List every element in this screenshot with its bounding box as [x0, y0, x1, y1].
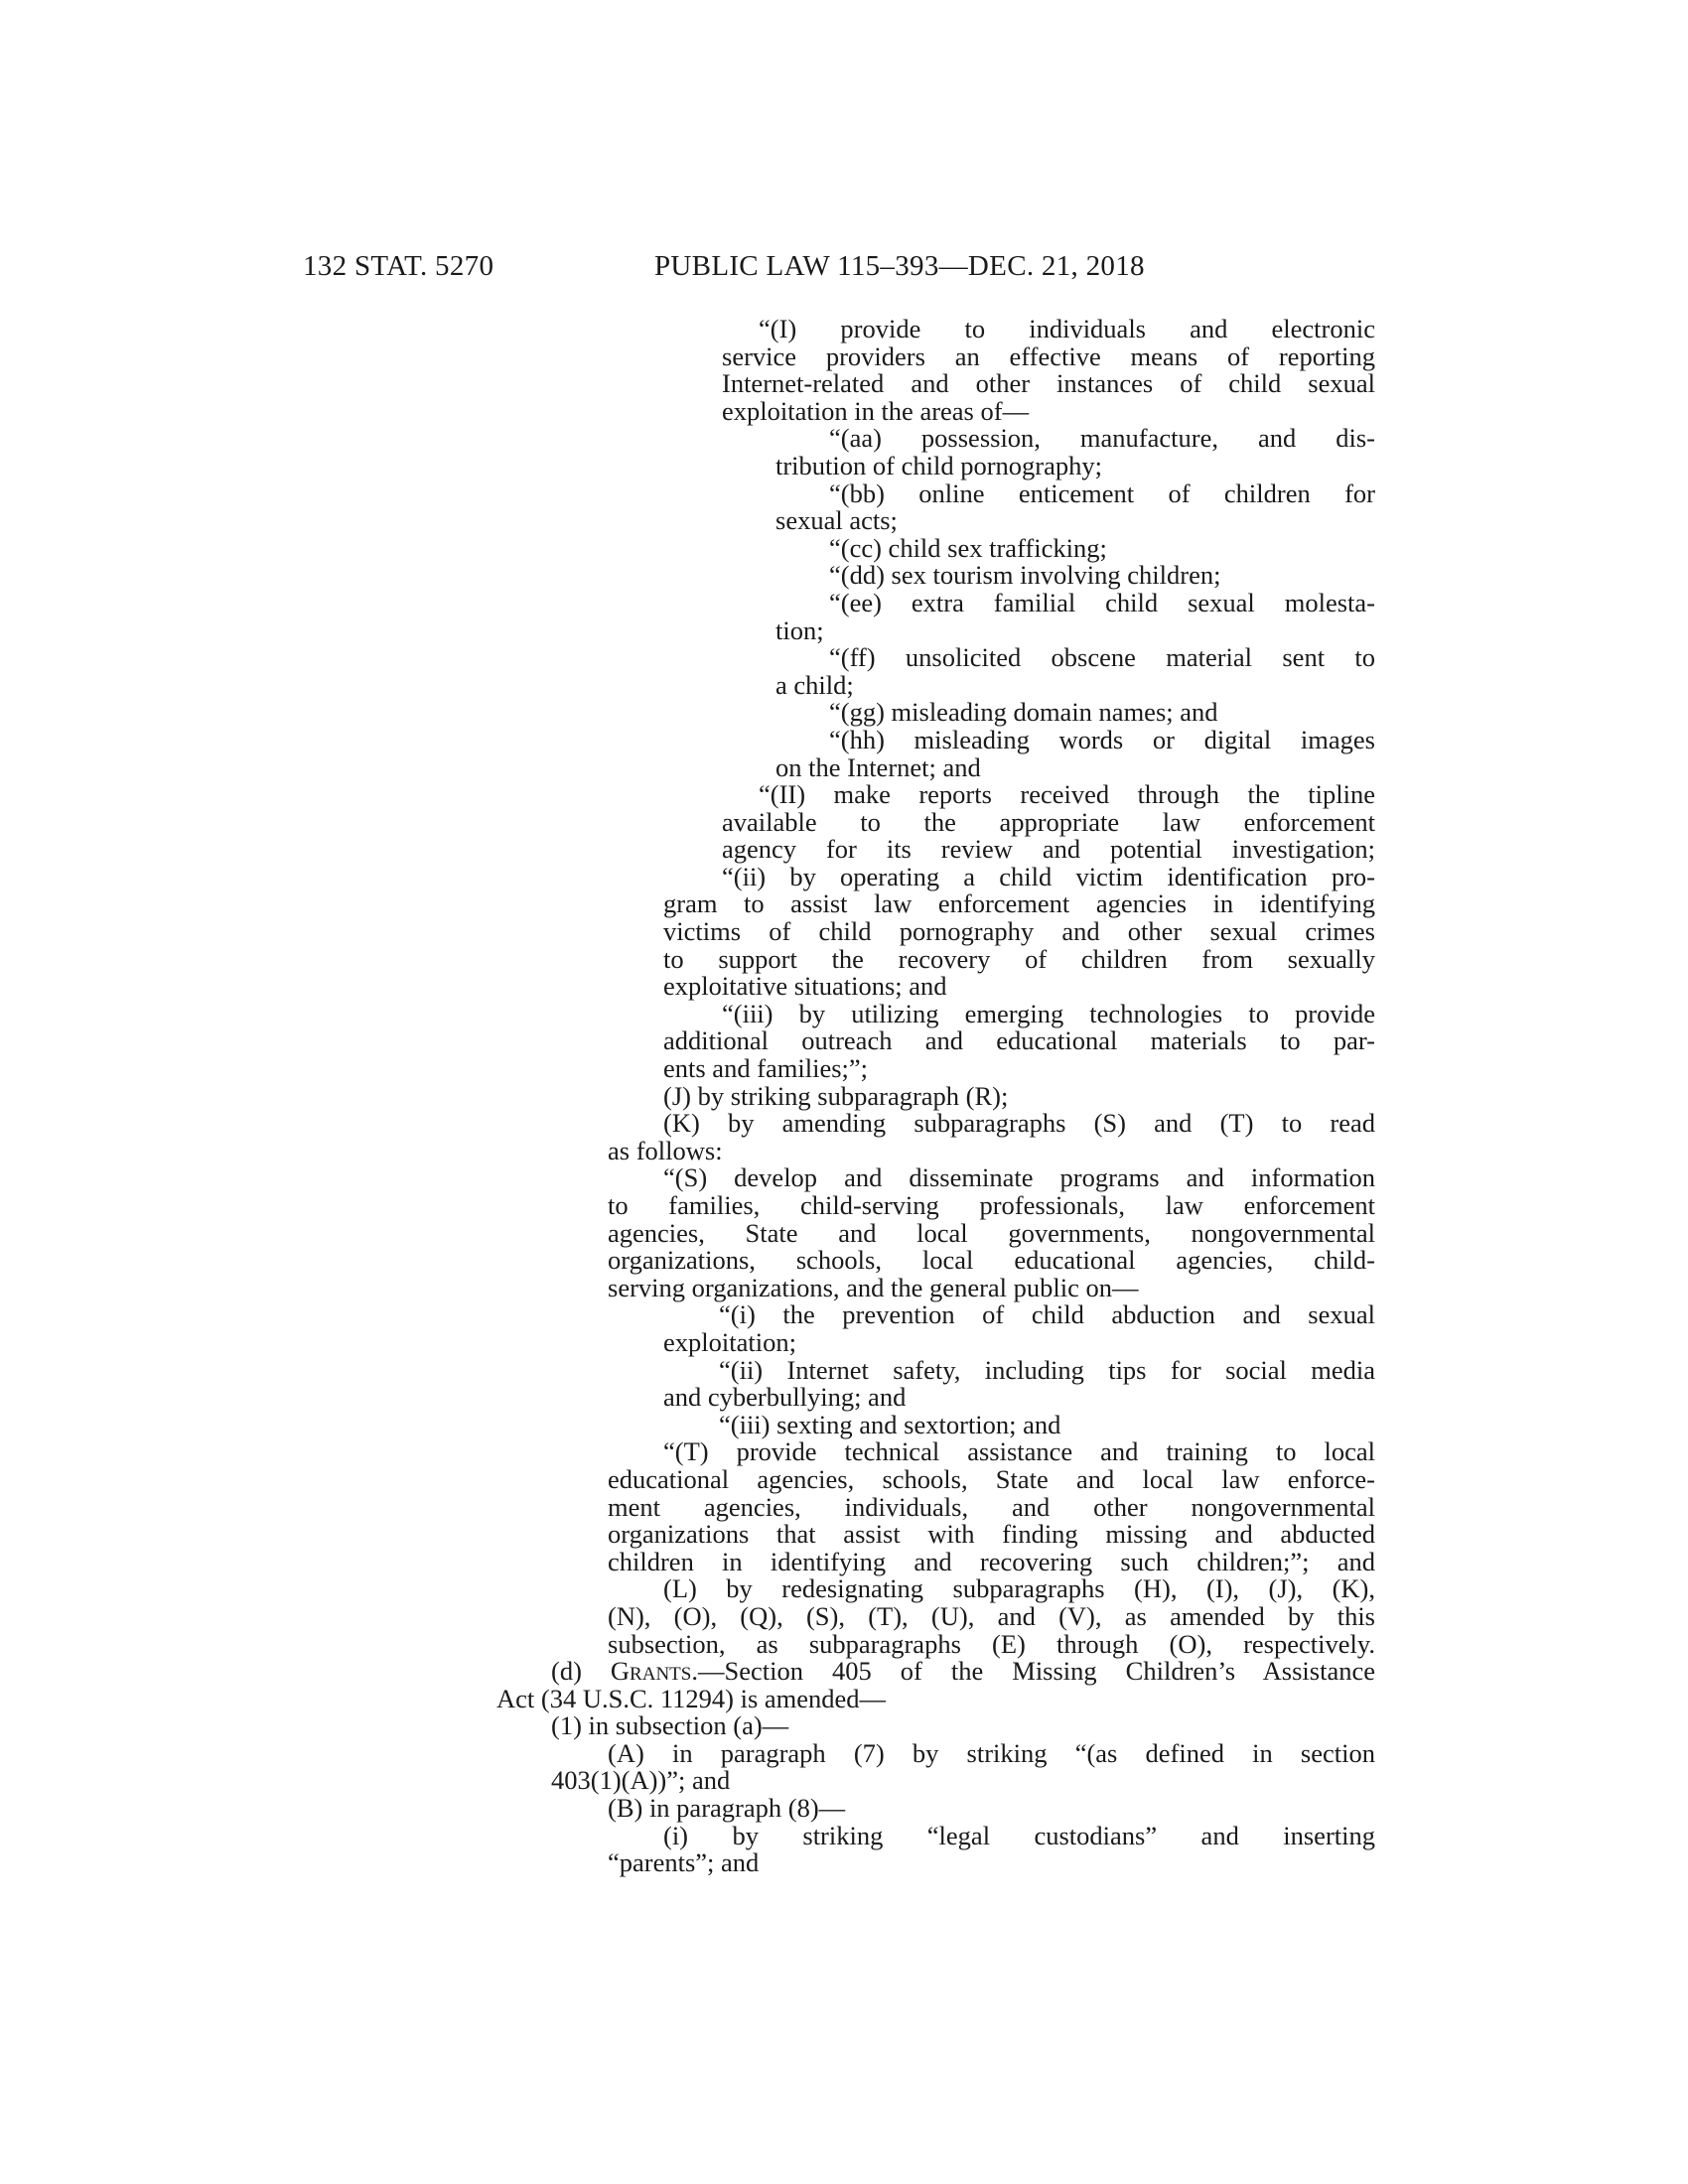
text-line: (J) by striking subparagraph (R);	[663, 1080, 1009, 1111]
text-line: (N), (O), (Q), (S), (T), (U), and (V), as amended by this	[608, 1600, 1375, 1631]
text-line: “(iii) by utilizing emerging technologies to provide	[722, 998, 1375, 1028]
text-line: “(iii) sexting and sextortion; and	[719, 1409, 1061, 1439]
text-line: “(T) provide technical assistance and training to local	[663, 1436, 1375, 1467]
text-line: (d) Grants.—Section 405 of the Missing Children’s Assistance	[551, 1656, 1375, 1687]
text-line: additional outreach and educational materials to par-	[663, 1025, 1375, 1056]
text-line: (B) in paragraph (8)—	[608, 1793, 846, 1824]
text-line: serving organizations, and the general public on—	[608, 1272, 1139, 1302]
text-line: organizations that assist with finding missing and abducted	[608, 1519, 1375, 1550]
text-line: “(cc) child sex trafficking;	[829, 532, 1107, 563]
small-caps-heading: Grants	[610, 1656, 692, 1687]
text-line: (i) by striking “legal custodians” and inserting	[663, 1820, 1375, 1850]
text-line: tion;	[775, 614, 824, 645]
text-line: “(II) make reports received through the tipline	[759, 779, 1375, 810]
text-line: ment agencies, individuals, and other nongovernmental	[608, 1491, 1375, 1522]
text-line: “(ii) by operating a child victim identification pro-	[722, 861, 1375, 891]
text-line: exploitation;	[663, 1326, 796, 1357]
text-line: available to the appropriate law enforcement	[722, 806, 1375, 837]
text-line: victims of child pornography and other sexual crimes	[663, 916, 1375, 947]
text-line: service providers an effective means of reporting	[722, 341, 1375, 371]
text-line: “parents”; and	[608, 1847, 760, 1878]
text-line: Act (34 U.S.C. 11294) is amended—	[496, 1683, 887, 1713]
text-line: (1) in subsection (a)—	[551, 1710, 789, 1741]
text-line: Internet-related and other instances of child sexual	[722, 368, 1375, 399]
text-line: (A) in paragraph (7) by striking “(as defined in section	[608, 1737, 1375, 1768]
text-line: “(ff) unsolicited obscene material sent to	[829, 642, 1375, 673]
text-line: tribution of child pornography;	[775, 450, 1102, 480]
text-line: agency for its review and potential investigation;	[722, 834, 1375, 865]
text-line: as follows:	[608, 1135, 723, 1165]
statute-page-reference: 132 STAT. 5270	[303, 250, 494, 282]
text-line: “(S) develop and disseminate programs and information	[663, 1162, 1375, 1193]
text-line: organizations, schools, local educational agencies, child-	[608, 1245, 1375, 1276]
statute-body-text	[496, 316, 1375, 1877]
text-line: “(dd) sex tourism involving children;	[829, 560, 1221, 591]
text-line: 403(1)(A))”; and	[551, 1765, 731, 1796]
text-line: ents and families;”;	[663, 1053, 869, 1084]
text-line: exploitation in the areas of—	[722, 395, 1030, 426]
text-line: educational agencies, schools, State and local law enforce-	[608, 1463, 1375, 1494]
text-line: sexual acts;	[775, 505, 898, 536]
text-line: (K) by amending subparagraphs (S) and (T) to read	[663, 1108, 1375, 1139]
text-line: “(gg) misleading domain names; and	[829, 697, 1218, 728]
text-line: children in identifying and recovering such children;”; and	[608, 1546, 1375, 1576]
text-line: agencies, State and local governments, nongovernmental	[608, 1217, 1375, 1248]
text-line: subsection, as subparagraphs (E) through (O), respectively.	[608, 1628, 1375, 1659]
text-line: on the Internet; and	[775, 751, 981, 782]
text-line: a child;	[775, 669, 854, 700]
text-line: gram to assist law enforcement agencies in identifying	[663, 888, 1375, 919]
text-line: “(aa) possession, manufacture, and dis-	[829, 423, 1375, 454]
text-line: to families, child-serving professionals, law enforcement	[608, 1190, 1375, 1220]
text-line: (L) by redesignating subparagraphs (H), (I), (J), (K),	[663, 1573, 1375, 1604]
text-line: “(hh) misleading words or digital images	[829, 724, 1375, 754]
text-line: “(ii) Internet safety, including tips for social media	[719, 1354, 1375, 1385]
text-line: “(I) provide to individuals and electronic	[759, 314, 1375, 343]
text-line: exploitative situations; and	[663, 971, 947, 1002]
text-line: “(ee) extra familial child sexual molesta-	[829, 587, 1375, 617]
text-line: and cyberbullying; and	[663, 1382, 907, 1413]
text-line: to support the recovery of children from sexually	[663, 943, 1375, 974]
running-header-title: PUBLIC LAW 115–393—DEC. 21, 2018	[654, 250, 1145, 282]
text-line: “(bb) online enticement of children for	[829, 478, 1375, 508]
text-line: “(i) the prevention of child abduction and sexual	[719, 1299, 1375, 1330]
